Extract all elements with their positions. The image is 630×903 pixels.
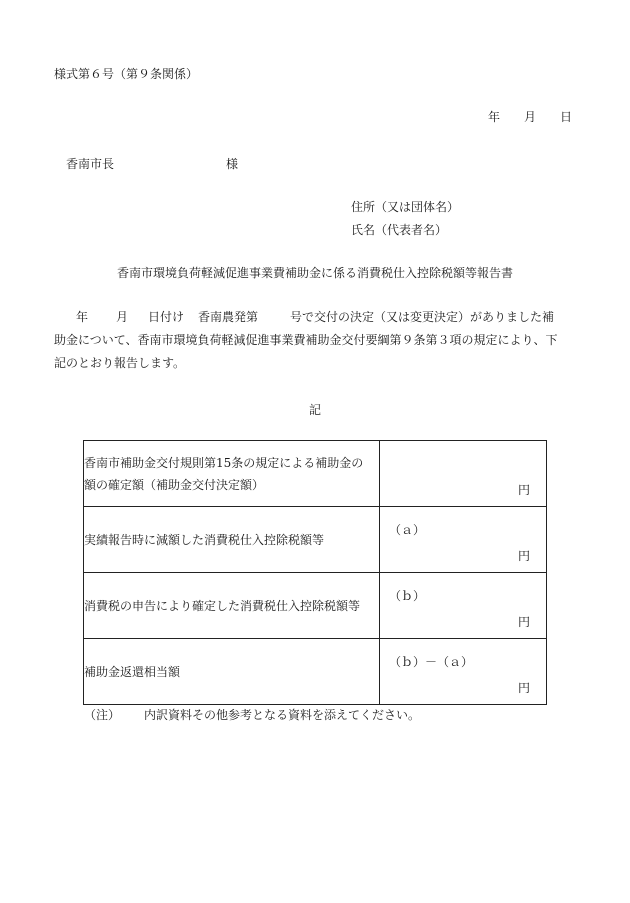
row-symbol: （ｂ）	[389, 589, 426, 603]
yen-unit: 円	[517, 549, 530, 563]
row-symbol: （ａ）	[389, 523, 426, 537]
date-month: 月	[523, 110, 536, 124]
addressee	[66, 155, 238, 172]
table-row	[84, 573, 547, 639]
date-day: 日	[559, 110, 572, 124]
body-line-2: 助金について、香南市環境負荷軽減促進事業費補助金交付要綱第９条第３項の規定により、下	[54, 333, 558, 347]
table-row	[84, 441, 547, 507]
amount-field[interactable]	[380, 507, 547, 573]
body-ref-prefix: 香南農発第	[198, 310, 259, 324]
table-row	[84, 507, 547, 573]
applicant-name-label: 氏名（代表者名）	[351, 223, 448, 237]
body-year: 年	[76, 310, 89, 324]
row-label	[84, 573, 380, 639]
amount-field[interactable]	[380, 573, 547, 639]
row-label-line1: 香南市補助金交付規則第15条の規定による補助金の	[84, 455, 364, 470]
row-label-line2: 額の確定額（補助金交付決定額）	[84, 477, 265, 492]
amount-field[interactable]	[380, 441, 547, 507]
form-number: 様式第６号（第９条関係）	[54, 67, 199, 81]
row-label	[84, 507, 380, 573]
body-ref-suffix: 号で交付の決定（又は変更決定）がありました補	[290, 310, 555, 324]
footnote-text: 内訳資料その他参考となる資料を添えてください。	[144, 708, 421, 722]
applicant-address-label: 住所（又は団体名）	[351, 200, 460, 214]
body-paragraph	[54, 306, 576, 375]
row-label	[84, 639, 380, 705]
date-year: 年	[487, 110, 500, 124]
row-label-line1: 補助金返還相当額	[84, 664, 181, 679]
row-label-line1: 消費税の申告により確定した消費税仕入控除税額等	[84, 598, 361, 613]
ki-heading: 記	[308, 403, 321, 417]
body-line-3: 記のとおり報告します。	[54, 356, 186, 370]
row-symbol: （ｂ）－（ａ）	[389, 655, 474, 669]
date-line	[464, 108, 572, 125]
row-label	[84, 441, 380, 507]
body-month: 月	[116, 310, 129, 324]
body-day-suffix: 日付け	[148, 310, 185, 324]
yen-unit: 円	[517, 483, 530, 497]
row-label-line1: 実績報告時に減額した消費税仕入控除税額等	[84, 532, 325, 547]
amount-field[interactable]	[380, 639, 547, 705]
document-title: 香南市環境負荷軽減促進事業費補助金に係る消費税仕入控除税額等報告書	[116, 266, 513, 280]
footnote-prefix: （注）	[84, 708, 121, 722]
yen-unit: 円	[517, 681, 530, 695]
table-row	[84, 639, 547, 705]
addressee-name: 香南市長	[66, 157, 115, 171]
body-line-1	[54, 306, 576, 329]
yen-unit: 円	[517, 615, 530, 629]
report-table	[83, 440, 547, 705]
footnote	[84, 706, 420, 723]
addressee-honorific: 様	[226, 157, 239, 171]
